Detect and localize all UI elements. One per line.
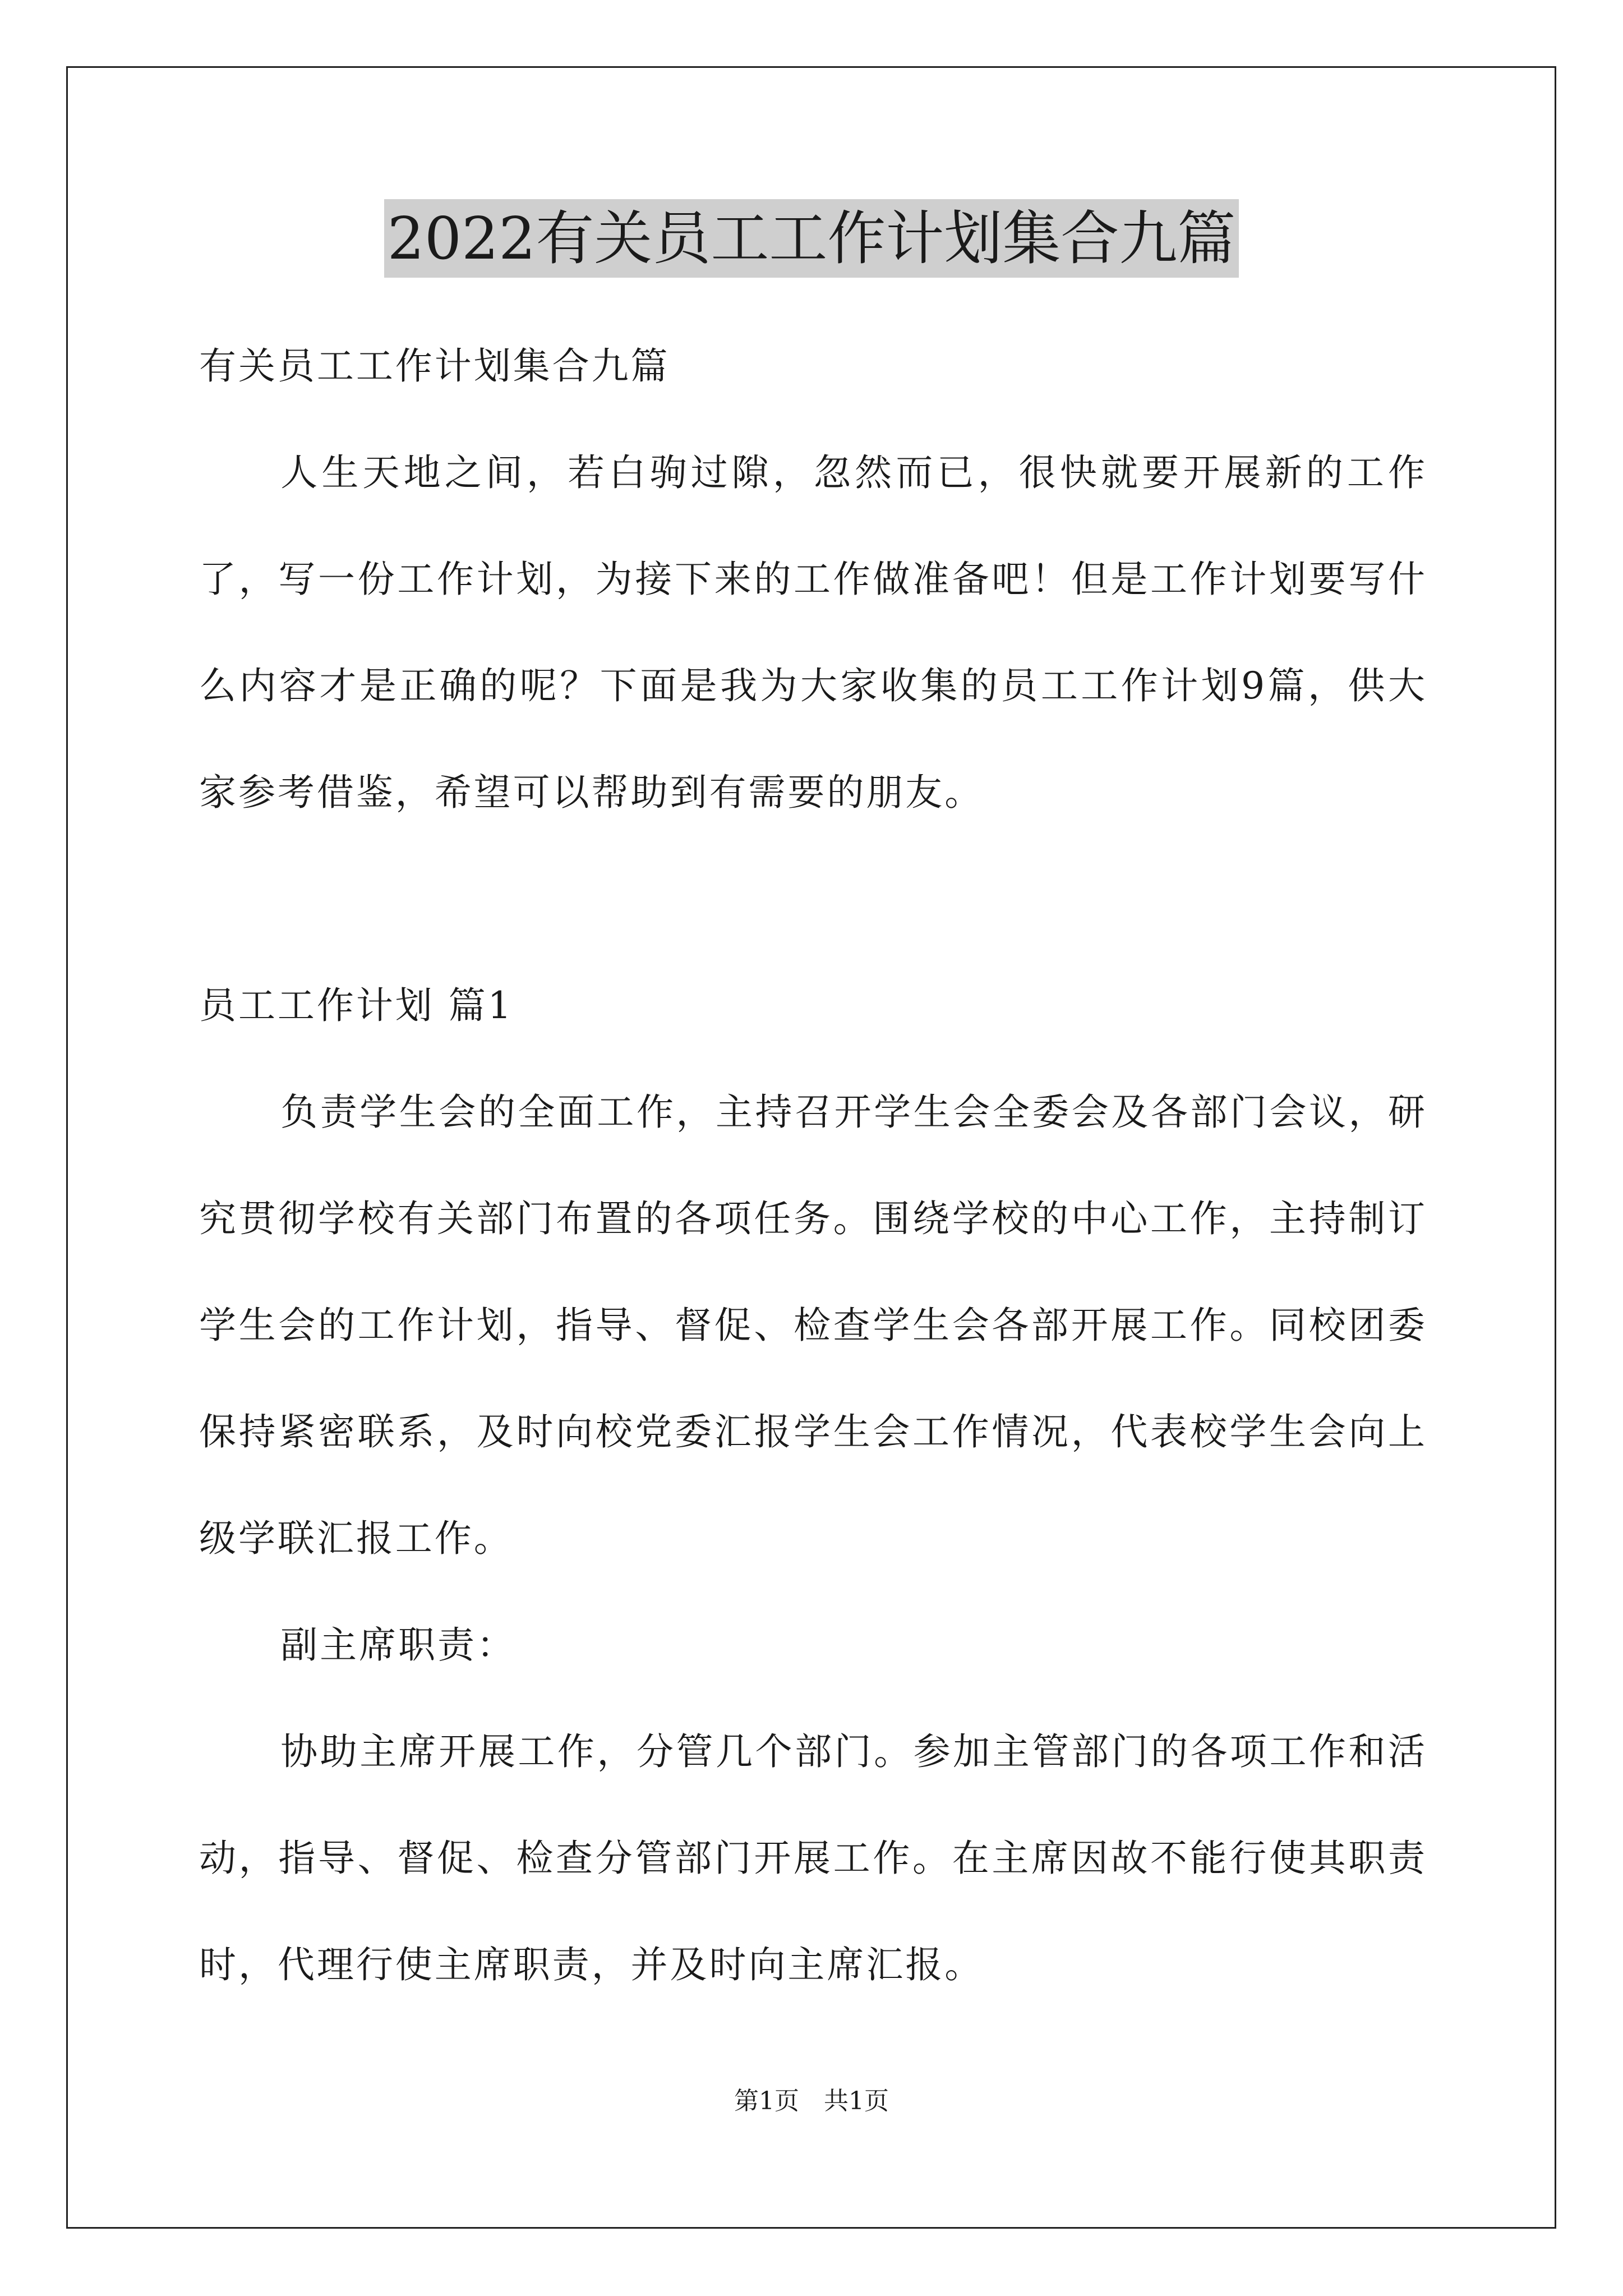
document-body bbox=[199, 313, 1427, 2018]
section-subheading: 副主席职责： bbox=[280, 1623, 516, 1667]
section-paragraph: 协助主席开展工作，分管几个部门。参加主管部门的各项工作和活动，指导、督促、检查分管部门开展工作。在主席因故不能行使其职责时，代理行使主席职责，并及时向主席汇报。 bbox=[199, 1730, 1427, 1986]
section-heading: 员工工作计划 篇1 bbox=[199, 984, 514, 1027]
intro-paragraph: 人生天地之间，若白驹过隙，忽然而已，很快就要开展新的工作了，写一份工作计划，为接下来的工作做准备吧！但是工作计划要写什么内容才是正确的呢？下面是我为大家收集的员工工作计划9篇，供大家参考借鉴，希望可以帮助到有需要的朋友。 bbox=[199, 451, 1427, 814]
page-footer: 第1页 共1页 bbox=[734, 2087, 889, 2115]
document-title: 2022有关员工工作计划集合九篇 bbox=[384, 199, 1239, 278]
section-spacer bbox=[199, 846, 1427, 953]
section-paragraph: 负责学生会的全面工作，主持召开学生会全委会及各部门会议，研究贯彻学校有关部门布置的各项任务。围绕学校的中心工作，主持制订学生会的工作计划，指导、督促、检查学生会各部开展工作。同校团委保持紧密联系，及时向校党委汇报学生会工作情况，代表校学生会向上级学联汇报工作。 bbox=[199, 1091, 1427, 1560]
document-subtitle: 有关员工工作计划集合九篇 bbox=[199, 344, 670, 388]
title-container bbox=[0, 199, 1623, 278]
